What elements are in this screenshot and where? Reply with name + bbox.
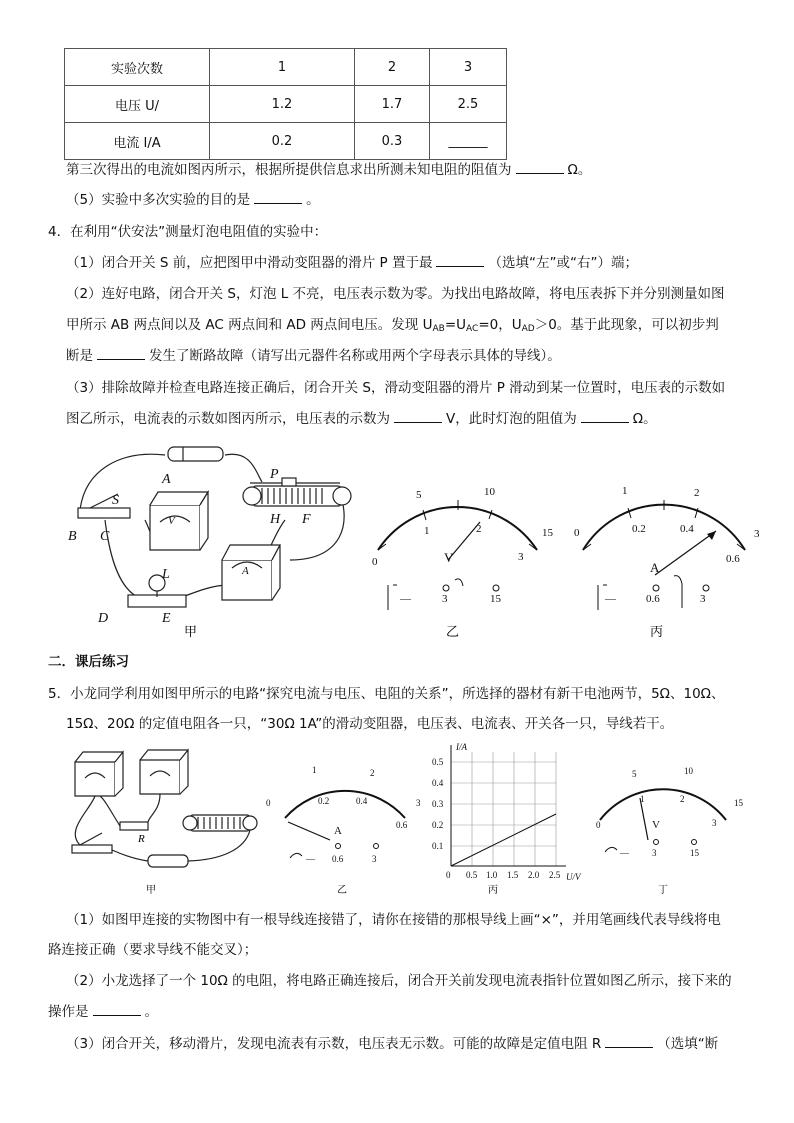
label-V: V <box>168 515 175 527</box>
caption-yi: 乙 <box>446 625 460 640</box>
answer-blank[interactable] <box>394 410 442 423</box>
table-row <box>65 49 507 86</box>
amp-tick-top-2: 2 <box>694 487 700 499</box>
svg-text:0.5: 0.5 <box>466 870 478 880</box>
q5-part-3: （3）闭合开关，移动滑片，发现电流表有示数，电压表无示数。可能的故障是定值电阻 R （选填“断 <box>66 1036 719 1052</box>
label-P: P <box>270 467 279 482</box>
table-cell: 0.3 <box>355 123 430 160</box>
svg-text:10: 10 <box>684 766 693 776</box>
volt-tick-top-10: 10 <box>484 486 495 498</box>
figure-4-circuit <box>0 430 794 645</box>
label-D: D <box>98 611 109 626</box>
answer-blank[interactable] <box>93 1003 141 1016</box>
volt-term-3: 3 <box>442 593 448 605</box>
q4-title: 4．在利用“伏安法”测量灯泡电阻值的实验中： <box>48 224 328 240</box>
table-cell: 1 <box>210 49 355 86</box>
svg-text:2.0: 2.0 <box>528 870 540 880</box>
voltmeter-yi <box>372 486 554 610</box>
amp-term-3: 3 <box>700 593 706 605</box>
q4-part-2a: （2）连好电路，闭合开关 S，灯泡 L 不亮，电压表示数为零。为找出电路故障，将电压表拆下并分别测量如图 <box>66 286 725 302</box>
table-cell: 实验次数 <box>65 49 210 86</box>
answer-blank[interactable] <box>605 1035 653 1048</box>
svg-text:V: V <box>652 819 660 831</box>
volt-tick-15: 15 <box>542 527 553 539</box>
svg-text:0: 0 <box>446 870 451 880</box>
svg-text:0.5: 0.5 <box>432 757 444 767</box>
volt-tick-2: 2 <box>476 523 482 535</box>
amp-term-0.6: 0.6 <box>646 593 660 605</box>
table-cell: 2 <box>355 49 430 86</box>
svg-text:5: 5 <box>632 769 637 779</box>
answer-blank[interactable] <box>254 191 302 204</box>
caption5-ding: 丁 <box>658 885 668 896</box>
svg-text:0.6: 0.6 <box>396 820 408 830</box>
svg-text:1.5: 1.5 <box>507 870 519 880</box>
q5-part-2b: 操作是 。 <box>48 1004 158 1020</box>
q5-line-1: 5．小龙同学利用如图甲所示的电路“探究电流与电压、电阻的关系”，所选择的器材有新干电池两节，5Ω、10Ω、 <box>48 686 725 702</box>
label-ammeter: A <box>242 565 249 577</box>
table-cell: 1.7 <box>355 86 430 123</box>
voltmeter5-ding <box>596 766 744 858</box>
section-title: 二．课后练习 <box>48 654 129 670</box>
label-B: B <box>68 529 77 544</box>
svg-text:1: 1 <box>312 765 317 775</box>
table-cell: 2.5 <box>430 86 507 123</box>
amp-tick-0.4: 0.4 <box>680 523 694 535</box>
ammeter5-yi <box>266 765 421 864</box>
table-row <box>65 86 507 123</box>
ammeter-bing <box>574 485 760 610</box>
label-H: H <box>270 512 281 527</box>
label-A: A <box>162 472 171 487</box>
svg-text:3: 3 <box>652 848 657 858</box>
svg-text:3: 3 <box>416 798 421 808</box>
svg-text:0.4: 0.4 <box>432 778 444 788</box>
table-row <box>65 123 507 160</box>
table-cell: 电流 I/A <box>65 123 210 160</box>
svg-text:0: 0 <box>596 820 601 830</box>
q4-part-2b: 甲所示 AB 两点间以及 AC 两点间和 AD 两点间电压。发现 $U_{AB}=U_{AC}=0$，$U_{AD}>0$。基于此现象，可以初步判 <box>66 317 719 334</box>
answer-blank[interactable] <box>436 254 484 267</box>
q5-part-1b: 路连接正确（要求导线不能交叉）； <box>48 942 258 958</box>
q3-line-2: （5）实验中多次实验的目的是 。 <box>66 192 320 208</box>
amp-tick-0.6: 0.6 <box>726 553 740 565</box>
svg-text:2.5: 2.5 <box>549 870 561 880</box>
caption5-jia: 甲 <box>146 885 156 896</box>
table-cell: ______ <box>430 123 507 160</box>
volt-unit: V <box>444 550 454 565</box>
caption-bing: 丙 <box>650 625 664 640</box>
volt-tick-3: 3 <box>518 551 524 563</box>
table-cell: 3 <box>430 49 507 86</box>
volt-tick-top-5: 5 <box>416 489 422 501</box>
figure-5-circuit <box>0 735 794 900</box>
svg-text:0.6: 0.6 <box>332 854 344 864</box>
table-cell: 0.2 <box>210 123 355 160</box>
table-cell: 电压 U/ <box>65 86 210 123</box>
q5-part-1a: （1）如图甲连接的实物图中有一根导线连接错了，请你在接错的那根导线上画“×”，并用笔画线代表导线将电 <box>66 912 721 928</box>
circuit-jia <box>78 447 351 607</box>
svg-text:15: 15 <box>690 848 699 858</box>
graph-xlabel: U/V <box>566 872 581 882</box>
q4-part-3a: （3）排除故障并检查电路连接正确后，闭合开关 S，滑动变阻器的滑片 P 滑动到某一位置时，电压表的示数如 <box>66 380 726 396</box>
svg-text:0.4: 0.4 <box>356 796 368 806</box>
volt-tick-1: 1 <box>424 525 430 537</box>
q5-line-2: 15Ω、20Ω 的定值电阻各一只，“30Ω 1A”的滑动变阻器，电压表、电流表、开关各一只，导线若干。 <box>66 716 674 732</box>
q5-part-2a: （2）小龙选择了一个 10Ω 的电阻，将电路正确连接后，闭合开关前发现电流表指针位置如图乙所示，接下来的 <box>66 973 732 989</box>
svg-text:—: — <box>620 848 629 858</box>
svg-text:A: A <box>334 825 342 837</box>
graph5-bing <box>432 742 582 882</box>
svg-text:3: 3 <box>712 818 717 828</box>
caption-jia: 甲 <box>184 625 198 640</box>
caption5-bing: 丙 <box>488 885 498 896</box>
svg-text:2: 2 <box>370 768 375 778</box>
svg-text:0.3: 0.3 <box>432 799 444 809</box>
svg-text:1: 1 <box>640 794 645 804</box>
svg-text:—: — <box>306 854 315 864</box>
amp-term-neg: — <box>605 593 616 605</box>
svg-text:0.2: 0.2 <box>432 820 444 830</box>
volt-term-neg: — <box>400 593 411 605</box>
svg-text:0: 0 <box>266 798 271 808</box>
circuit5-jia <box>72 750 257 867</box>
answer-blank[interactable] <box>516 161 564 174</box>
table-cell: 1.2 <box>210 86 355 123</box>
caption5-yi: 乙 <box>337 885 347 896</box>
data-table <box>64 48 507 160</box>
q4-part-3b: 图乙所示，电流表的示数如图丙所示，电压表的示数为 V，此时灯泡的阻值为 Ω。 <box>66 411 657 427</box>
svg-text:15: 15 <box>734 798 743 808</box>
amp-tick-0: 0 <box>574 527 580 539</box>
label-F: F <box>302 512 311 527</box>
volt-tick-0: 0 <box>372 556 378 568</box>
svg-text:3: 3 <box>372 854 377 864</box>
svg-text:1.0: 1.0 <box>486 870 498 880</box>
svg-text:0.2: 0.2 <box>318 796 330 806</box>
label-E: E <box>162 611 171 626</box>
label-L: L <box>162 567 170 582</box>
label-C: C <box>100 529 110 544</box>
answer-blank[interactable] <box>97 347 145 360</box>
q4-part-2c: 断是 发生了断路故障（请写出元器件名称或用两个字母表示具体的导线）。 <box>66 348 561 364</box>
answer-blank[interactable] <box>581 410 629 423</box>
volt-term-15: 15 <box>490 593 501 605</box>
graph-ylabel: I/A <box>456 742 467 752</box>
label-R: R <box>138 833 145 845</box>
svg-text:0.1: 0.1 <box>432 841 444 851</box>
amp-tick-0.2: 0.2 <box>632 523 646 535</box>
amp-unit: A <box>650 560 660 575</box>
svg-text:2: 2 <box>680 794 685 804</box>
amp-tick-top-1: 1 <box>622 485 628 497</box>
amp-tick-3: 3 <box>754 528 760 540</box>
q3-line-1: 第三次得出的电流如图丙所示，根据所提供信息求出所测未知电阻的阻值为 Ω。 <box>66 162 592 178</box>
q4-part-1: （1）闭合开关 S 前，应把图甲中滑动变阻器的滑片 P 置于最 （选填“左”或“右”）端； <box>66 255 638 271</box>
label-S: S <box>112 493 119 508</box>
